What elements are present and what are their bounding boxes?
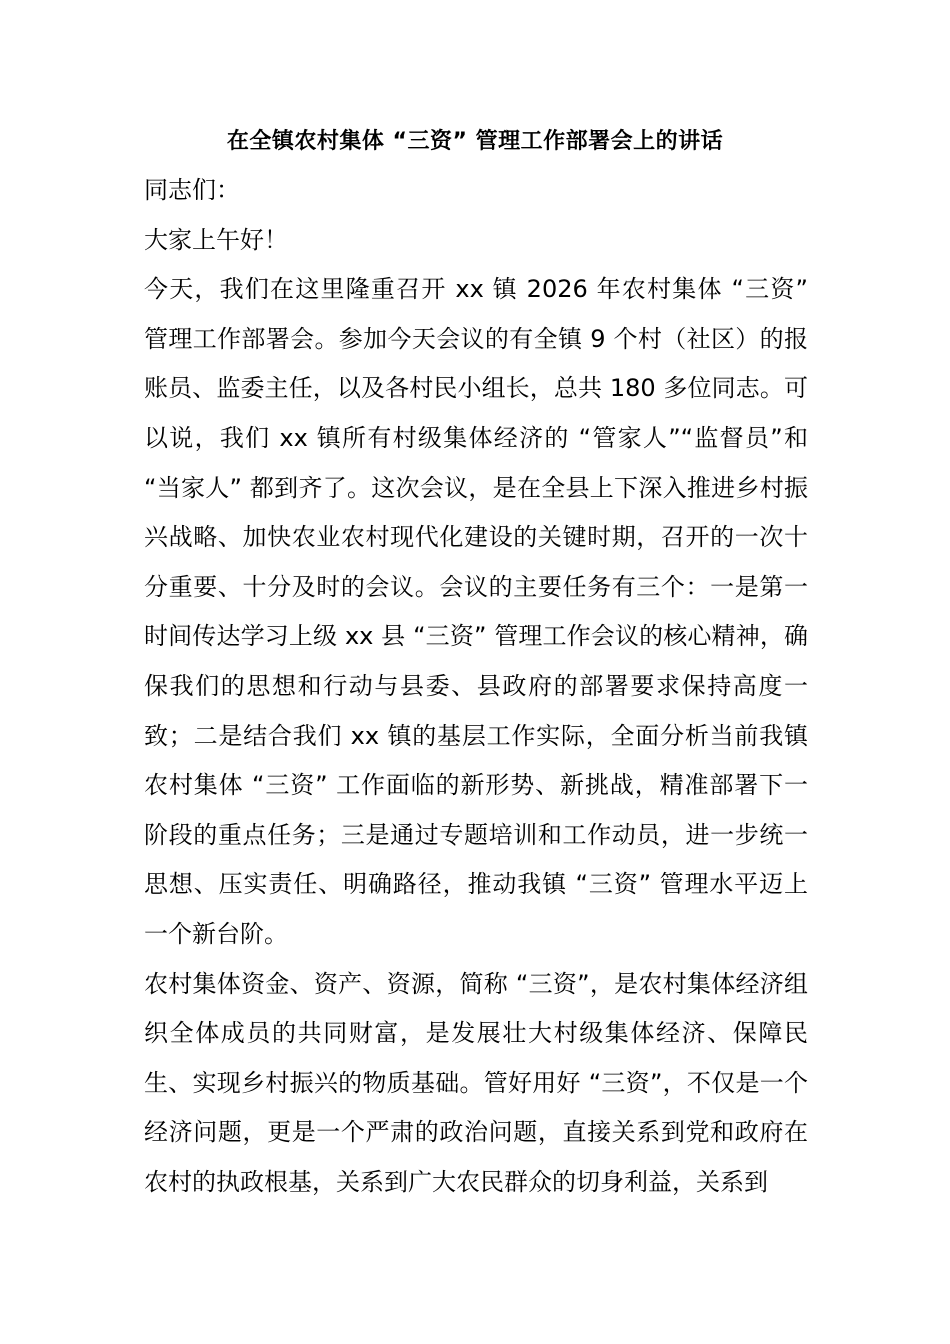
paragraph-1: 今天，我们在这里隆重召开 xx 镇 2026 年农村集体 “三资” 管理工作部署会。参加今天会议的有全镇 9 个村（社区）的报账员、监委主任，以及各村民小组长，总共 180 多位同志。可以说，我们 xx 镇所有村级集体经济的 “管家人”“监督员”和 “当家人” 都到齐了。这次会议，是在全县上下深入推进乡村振兴战略、加快农业农村现代化建设的关键时期，召开的一次十分重要、十分及时的会议。会议的主要任务有三个：一是第一时间传达学习上级 xx 县 “三资” 管理工作会议的核心精神，确保我们的思想和行动与县委、县政府的部署要求保持高度一致；二是结合我们 xx 镇的基层工作实际，全面分析当前我镇农村集体 “三资” 工作面临的新形势、新挑战，精准部署下一阶段的重点任务；三是通过专题培训和工作动员，进一步统一思想、压实责任、明确路径，推动我镇 “三资” 管理水平迈上一个新台阶。 [144,275,808,948]
greeting: 大家上午好！ [144,225,288,254]
salutation: 同志们： [144,176,240,204]
paragraph-2: 农村集体资金、资产、资源，简称 “三资”，是农村集体经济组织全体成员的共同财富，是发展壮大村级集体经济、保障民生、实现乡村振兴的物质基础。管好用好 “三资”，不仅是一个经济问题，更是一个严肃的政治问题，直接关系到党和政府在农村的执政根基，关系到广大农民群众的切身利益，关系到 [144,969,808,1196]
document-body [144,166,808,1207]
document-title: 在全镇农村集体 “三资” 管理工作部署会上的讲话 [226,129,724,154]
